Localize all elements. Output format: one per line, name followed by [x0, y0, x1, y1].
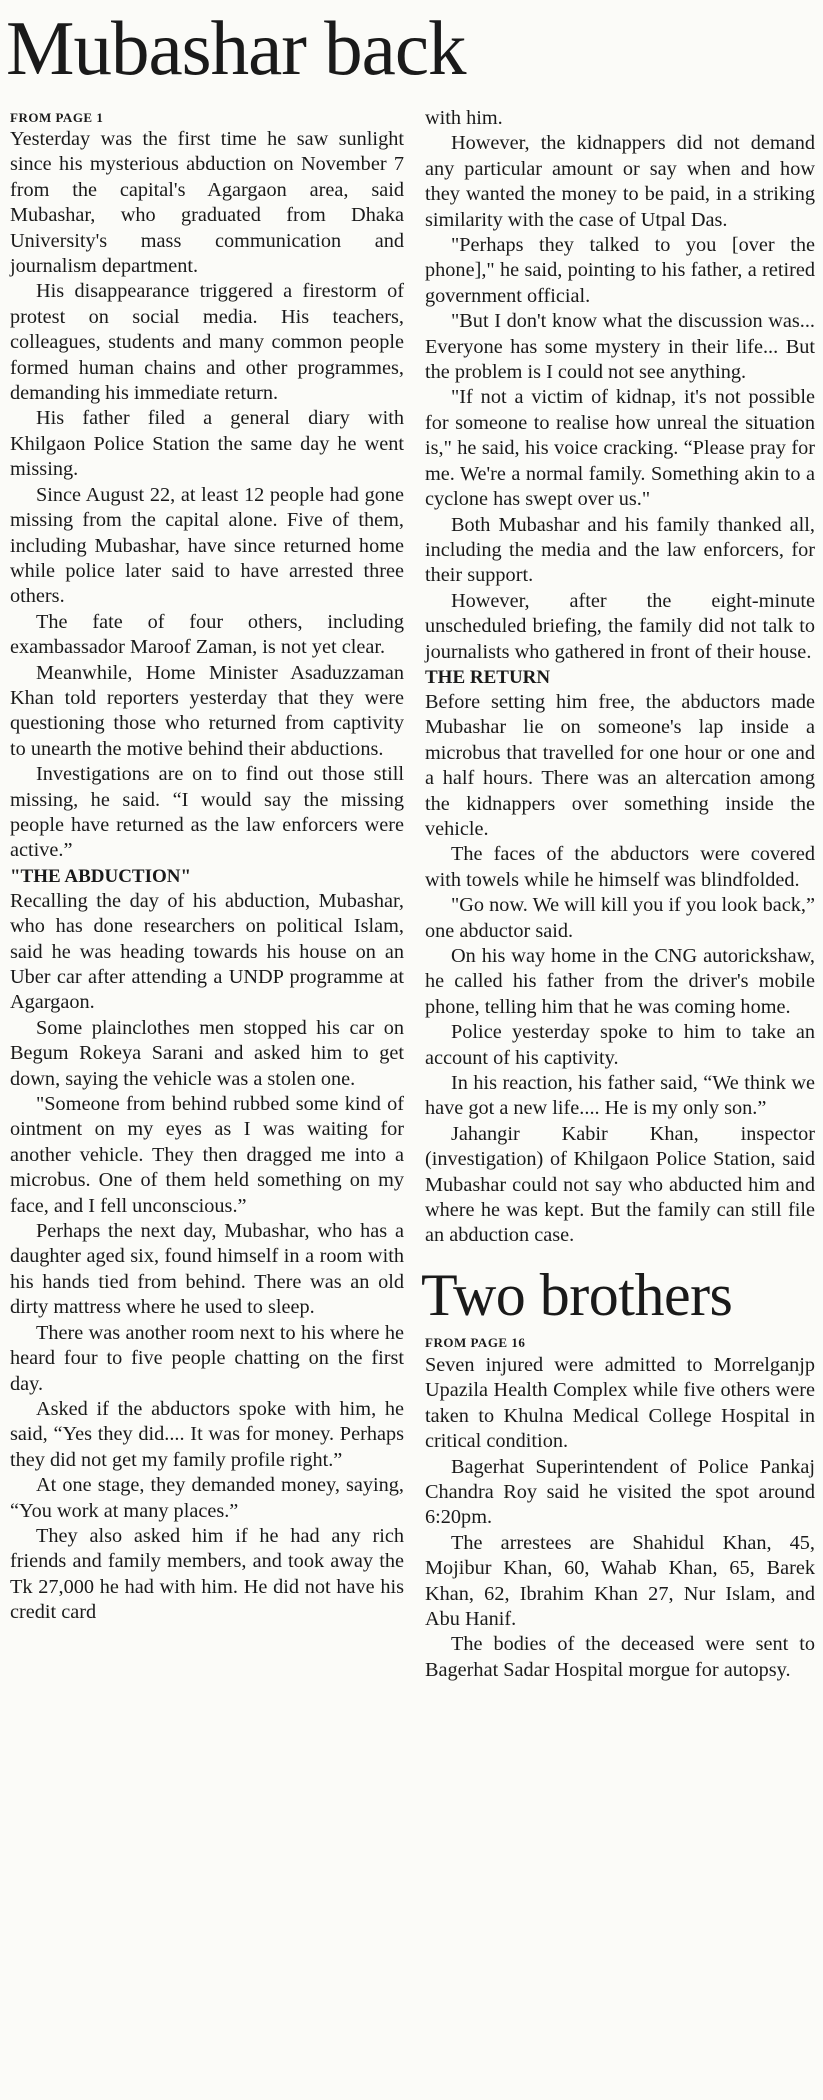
subhead-the-abduction: "THE ABDUCTION": [10, 865, 192, 887]
jump-label: FROM PAGE 1: [10, 110, 104, 125]
story-column-2: [421, 106, 815, 1683]
paragraph: The fate of four others, including exambassador Maroof Zaman, is not yet clear.: [10, 610, 404, 659]
paragraph: Recalling the day of his abduction, Mubashar, who has done researchers on political Islam, said he was heading towards his house on an Uber car after attending a UNDP programme at Agargaon.: [10, 889, 404, 1014]
paragraph: The arrestees are Shahidul Khan, 45, Mojibur Khan, 60, Wahab Khan, 65, Barek Khan, 62, Ibrahim Khan 27, Nur Islam, and Abu Hanif.: [425, 1531, 815, 1630]
paragraph: There was another room next to his where he heard four to five people chatting on the first day.: [10, 1321, 404, 1395]
paragraph: Meanwhile, Home Minister Asaduzzaman Khan told reporters yesterday that they were questioning those who returned from captivity to unearth the motive behind their abductions.: [10, 661, 404, 760]
paragraph: "Perhaps they talked to you [over the phone]," he said, pointing to his father, a retired government official.: [425, 234, 815, 307]
headline-two-brothers: Two brothers: [421, 1261, 733, 1328]
paragraph: His disappearance triggered a firestorm of protest on social media. His teachers, colleagues, students and many common people formed human chains and other programmes, demanding his immediate return.: [10, 280, 404, 405]
paragraph: Police yesterday spoke to him to take an account of his captivity.: [425, 1021, 815, 1069]
paragraph: His father filed a general diary with Khilgaon Police Station the same day he went missing.: [10, 407, 404, 481]
paragraph: "If not a victim of kidnap, it's not possible for someone to realise how unreal the situation is," he said, his voice cracking. “Please pray for me. We're a normal family. Something akin to a cyclone has swept over us.": [425, 386, 815, 511]
story-column-1: [10, 110, 404, 1626]
paragraph: However, after the eight-minute unscheduled briefing, the family did not talk to journalists who gathered in front of their house.: [425, 589, 815, 663]
paragraph: Jahangir Kabir Khan, inspector (investigation) of Khilgaon Police Station, said Mubashar could not say who abducted him and where he was kept. But the family can still file an abduction case.: [425, 1122, 815, 1247]
jump-label: FROM PAGE 16: [425, 1334, 526, 1350]
paragraph: Since August 22, at least 12 people had gone missing from the capital alone. Five of them, including Mubashar, have since returned home while police later said to have arrested three others.: [10, 483, 404, 608]
paragraph: The bodies of the deceased were sent to Bagerhat Sadar Hospital morgue for autopsy.: [425, 1633, 815, 1681]
paragraph: Before setting him free, the abductors made Mubashar lie on someone's lap inside a microbus that travelled for one hour or one and a half hours. There was an altercation among the kidnappers over something inside the vehicle.: [425, 690, 815, 840]
paragraph-continuation: with him.: [425, 107, 503, 129]
paragraph: Investigations are on to find out those still missing, he said. “I would say the missing people have returned as the law enforcers were active.”: [10, 763, 404, 862]
paragraph: They also asked him if he had any rich friends and family members, and took away the Tk 27,000 he had with him. He did not have his credit card: [10, 1524, 404, 1624]
paragraph: Perhaps the next day, Mubashar, who has a daughter aged six, found himself in a room with his hands tied from behind. There was an old dirty mattress where he used to sleep.: [10, 1220, 404, 1319]
paragraph: In his reaction, his father said, “We think we have got a new life.... He is my only son.”: [425, 1072, 815, 1120]
paragraph: Seven injured were admitted to Morrelganjp Upazila Health Complex while five others were taken to Khulna Medical College Hospital in critical condition.: [425, 1353, 815, 1453]
paragraph: Both Mubashar and his family thanked all, including the media and the law enforcers, for their support.: [425, 513, 815, 587]
subhead-the-return: THE RETURN: [425, 666, 551, 688]
headline-mubashar-back: Mubashar back: [6, 5, 466, 91]
paragraph: Some plainclothes men stopped his car on Begum Rokeya Sarani and asked him to get down, saying the vehicle was a stolen one.: [10, 1016, 404, 1090]
paragraph: Bagerhat Superintendent of Police Pankaj Chandra Roy said he visited the spot around 6:20pm.: [425, 1455, 815, 1529]
paragraph: However, the kidnappers did not demand any particular amount or say when and how they wanted the money to be paid, in a striking similarity with the case of Utpal Das.: [425, 132, 815, 231]
paragraph: Yesterday was the first time he saw sunlight since his mysterious abduction on November 7 from the capital's Agargaon area, said Mubashar, who graduated from Dhaka University's mass communication and journalism department.: [10, 128, 404, 278]
paragraph: At one stage, they demanded money, saying, “You work at many places.”: [10, 1474, 404, 1522]
paragraph: Asked if the abductors spoke with him, he said, “Yes they did.... It was for money. Perhaps they did not get my family profile right.”: [10, 1397, 404, 1471]
paragraph: "But I don't know what the discussion was... Everyone has some mystery in their life... But the problem is I could not see anything.: [425, 310, 815, 384]
paragraph: On his way home in the CNG autorickshaw, he called his father from the driver's mobile phone, telling him that he was coming home.: [425, 945, 815, 1018]
paragraph: "Someone from behind rubbed some kind of ointment on my eyes as I was waiting for another vehicle. They then dragged me into a microbus. One of them held something on my face, and I fell unconscious.”: [10, 1093, 404, 1217]
paragraph: The faces of the abductors were covered with towels while he himself was blindfolded.: [425, 843, 815, 891]
paragraph: "Go now. We will kill you if you look back,” one abductor said.: [425, 894, 815, 942]
